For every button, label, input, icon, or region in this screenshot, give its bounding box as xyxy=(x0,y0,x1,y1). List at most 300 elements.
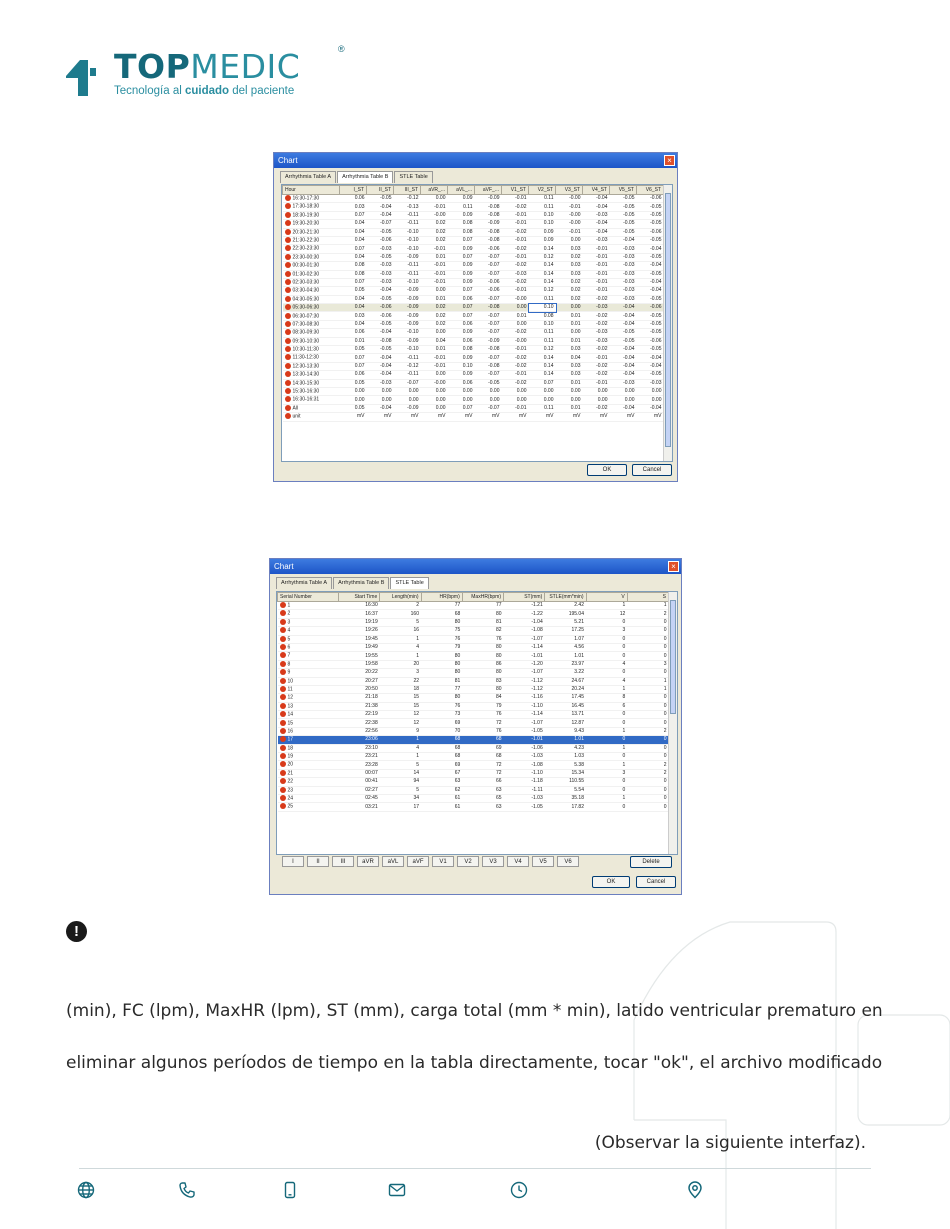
table-cell[interactable] xyxy=(367,295,394,303)
row-label-cell[interactable] xyxy=(283,362,340,370)
table-cell[interactable] xyxy=(556,278,583,286)
table-cell[interactable] xyxy=(586,660,627,668)
lead-v5-button[interactable]: V5 xyxy=(532,856,554,867)
row-label-cell[interactable] xyxy=(283,413,340,421)
table-cell[interactable] xyxy=(586,627,627,635)
table-cell[interactable] xyxy=(502,404,529,412)
table-cell[interactable] xyxy=(421,287,448,295)
table-cell[interactable] xyxy=(448,295,475,303)
table-cell[interactable] xyxy=(421,736,462,744)
column-header[interactable]: S xyxy=(627,593,668,602)
table-cell[interactable] xyxy=(462,794,503,802)
row-label-cell[interactable] xyxy=(278,736,339,744)
row-label-cell[interactable] xyxy=(283,387,340,395)
column-header[interactable]: V6_ST xyxy=(637,186,664,195)
table-cell[interactable] xyxy=(340,354,367,362)
table-cell[interactable] xyxy=(504,778,545,786)
table-cell[interactable] xyxy=(367,346,394,354)
table-cell[interactable] xyxy=(529,413,556,421)
table-cell[interactable] xyxy=(421,727,462,735)
table-cell[interactable] xyxy=(339,778,380,786)
table-cell[interactable] xyxy=(637,287,664,295)
table-cell[interactable] xyxy=(627,602,668,610)
table-row[interactable] xyxy=(278,769,669,777)
table-row[interactable] xyxy=(283,220,664,228)
table-row[interactable] xyxy=(283,195,664,203)
table-cell[interactable] xyxy=(545,786,586,794)
table-cell[interactable] xyxy=(340,413,367,421)
table-cell[interactable] xyxy=(504,702,545,710)
row-label-cell[interactable] xyxy=(278,602,339,610)
table-cell[interactable] xyxy=(610,404,637,412)
table-cell[interactable] xyxy=(380,694,421,702)
table-cell[interactable] xyxy=(462,803,503,811)
table-cell[interactable] xyxy=(340,295,367,303)
table-cell[interactable] xyxy=(583,195,610,203)
close-icon[interactable]: × xyxy=(664,155,675,166)
table-cell[interactable] xyxy=(462,669,503,677)
table-cell[interactable] xyxy=(421,803,462,811)
table-cell[interactable] xyxy=(421,602,462,610)
table-cell[interactable] xyxy=(637,396,664,404)
scrollbar-thumb[interactable] xyxy=(665,193,671,447)
row-label-cell[interactable] xyxy=(283,211,340,219)
row-label-cell[interactable] xyxy=(283,236,340,244)
table-cell[interactable] xyxy=(421,253,448,261)
column-header[interactable]: V4_ST xyxy=(583,186,610,195)
table-cell[interactable] xyxy=(586,702,627,710)
table-cell[interactable] xyxy=(556,245,583,253)
table-cell[interactable] xyxy=(475,220,502,228)
table-cell[interactable] xyxy=(586,685,627,693)
table-cell[interactable] xyxy=(340,262,367,270)
table-cell[interactable] xyxy=(421,618,462,626)
row-label-cell[interactable] xyxy=(283,195,340,203)
table-cell[interactable] xyxy=(529,312,556,320)
cancel-button[interactable]: Cancel xyxy=(636,876,676,888)
table-cell[interactable] xyxy=(339,677,380,685)
table-cell[interactable] xyxy=(610,295,637,303)
row-label-cell[interactable] xyxy=(283,262,340,270)
table-cell[interactable] xyxy=(504,711,545,719)
table-cell[interactable] xyxy=(448,211,475,219)
table-cell[interactable] xyxy=(637,320,664,328)
table-cell[interactable] xyxy=(340,346,367,354)
table-cell[interactable] xyxy=(586,761,627,769)
table-row[interactable] xyxy=(278,794,669,802)
stle-table-grid[interactable] xyxy=(276,591,678,855)
table-cell[interactable] xyxy=(340,396,367,404)
table-cell[interactable] xyxy=(340,211,367,219)
table-cell[interactable] xyxy=(339,702,380,710)
table-cell[interactable] xyxy=(504,610,545,618)
table-cell[interactable] xyxy=(421,711,462,719)
row-label-cell[interactable] xyxy=(278,643,339,651)
table-cell[interactable] xyxy=(380,635,421,643)
table-cell[interactable] xyxy=(586,794,627,802)
table-cell[interactable] xyxy=(637,329,664,337)
table-cell[interactable] xyxy=(340,278,367,286)
row-label-cell[interactable] xyxy=(283,278,340,286)
table-cell[interactable] xyxy=(586,618,627,626)
table-cell[interactable] xyxy=(529,203,556,211)
table-cell[interactable] xyxy=(545,794,586,802)
table-cell[interactable] xyxy=(637,262,664,270)
row-label-cell[interactable] xyxy=(283,295,340,303)
table-cell[interactable] xyxy=(421,652,462,660)
table-cell[interactable] xyxy=(421,744,462,752)
column-header[interactable]: STLE(mm*min) xyxy=(545,593,586,602)
table-cell[interactable] xyxy=(610,387,637,395)
table-cell[interactable] xyxy=(610,396,637,404)
row-label-cell[interactable] xyxy=(283,270,340,278)
table-cell[interactable] xyxy=(421,794,462,802)
lead-iii-button[interactable]: III xyxy=(332,856,354,867)
table-cell[interactable] xyxy=(394,387,421,395)
table-cell[interactable] xyxy=(448,262,475,270)
table-cell[interactable] xyxy=(545,643,586,651)
table-cell[interactable] xyxy=(556,287,583,295)
table-cell[interactable] xyxy=(502,270,529,278)
table-cell[interactable] xyxy=(421,362,448,370)
table-cell[interactable] xyxy=(627,677,668,685)
row-label-cell[interactable] xyxy=(283,396,340,404)
table-cell[interactable] xyxy=(380,652,421,660)
row-label-cell[interactable] xyxy=(278,778,339,786)
table-cell[interactable] xyxy=(502,362,529,370)
table-cell[interactable] xyxy=(339,694,380,702)
table-cell[interactable] xyxy=(529,295,556,303)
table-cell[interactable] xyxy=(637,354,664,362)
table-cell[interactable] xyxy=(421,413,448,421)
table-cell[interactable] xyxy=(627,652,668,660)
table-cell[interactable] xyxy=(367,337,394,345)
table-cell[interactable] xyxy=(556,211,583,219)
table-cell[interactable] xyxy=(462,744,503,752)
table-cell[interactable] xyxy=(586,753,627,761)
table-cell[interactable] xyxy=(637,211,664,219)
table-cell[interactable] xyxy=(421,371,448,379)
table-cell[interactable] xyxy=(448,220,475,228)
table-row[interactable] xyxy=(278,786,669,794)
column-header[interactable]: Length(min) xyxy=(380,593,421,602)
table-cell[interactable] xyxy=(545,635,586,643)
table-cell[interactable] xyxy=(462,694,503,702)
table-cell[interactable] xyxy=(475,278,502,286)
table-row[interactable] xyxy=(283,236,664,244)
table-cell[interactable] xyxy=(421,312,448,320)
column-header[interactable]: II_ST xyxy=(367,186,394,195)
table-cell[interactable] xyxy=(502,236,529,244)
table-cell[interactable] xyxy=(610,220,637,228)
table-cell[interactable] xyxy=(394,413,421,421)
table-cell[interactable] xyxy=(586,778,627,786)
table-cell[interactable] xyxy=(380,769,421,777)
table-cell[interactable] xyxy=(583,346,610,354)
table-cell[interactable] xyxy=(394,371,421,379)
table-cell[interactable] xyxy=(421,320,448,328)
table-cell[interactable] xyxy=(583,278,610,286)
table-cell[interactable] xyxy=(380,719,421,727)
table-cell[interactable] xyxy=(340,228,367,236)
table-cell[interactable] xyxy=(610,329,637,337)
table-cell[interactable] xyxy=(583,220,610,228)
table-cell[interactable] xyxy=(380,736,421,744)
column-header[interactable]: III_ST xyxy=(394,186,421,195)
row-label-cell[interactable] xyxy=(278,685,339,693)
table-cell[interactable] xyxy=(504,669,545,677)
table-cell[interactable] xyxy=(448,253,475,261)
table-cell[interactable] xyxy=(637,253,664,261)
table-cell[interactable] xyxy=(556,320,583,328)
table-cell[interactable] xyxy=(610,371,637,379)
table-cell[interactable] xyxy=(583,270,610,278)
table-cell[interactable] xyxy=(504,602,545,610)
table-row[interactable] xyxy=(278,660,669,668)
tab-arrhythmia-table-a[interactable]: Arrhythmia Table A xyxy=(276,577,332,589)
table-cell[interactable] xyxy=(556,270,583,278)
table-cell[interactable] xyxy=(583,295,610,303)
table-cell[interactable] xyxy=(367,220,394,228)
table-cell[interactable] xyxy=(462,702,503,710)
table-cell[interactable] xyxy=(610,278,637,286)
table-cell[interactable] xyxy=(421,270,448,278)
table-cell[interactable] xyxy=(583,404,610,412)
table-cell[interactable] xyxy=(545,711,586,719)
table-row[interactable] xyxy=(283,396,664,404)
table-cell[interactable] xyxy=(637,387,664,395)
table-cell[interactable] xyxy=(586,669,627,677)
row-label-cell[interactable] xyxy=(278,652,339,660)
table-cell[interactable] xyxy=(583,236,610,244)
table-cell[interactable] xyxy=(340,404,367,412)
table-cell[interactable] xyxy=(380,677,421,685)
table-cell[interactable] xyxy=(610,413,637,421)
table-cell[interactable] xyxy=(586,719,627,727)
table-cell[interactable] xyxy=(421,304,448,312)
table-cell[interactable] xyxy=(586,694,627,702)
table-cell[interactable] xyxy=(339,685,380,693)
column-header[interactable]: Hour xyxy=(283,186,340,195)
table-cell[interactable] xyxy=(610,362,637,370)
table-row[interactable] xyxy=(278,761,669,769)
table-cell[interactable] xyxy=(556,312,583,320)
table-cell[interactable] xyxy=(545,627,586,635)
table-row[interactable] xyxy=(283,228,664,236)
row-label-cell[interactable] xyxy=(283,379,340,387)
table-cell[interactable] xyxy=(610,236,637,244)
table-cell[interactable] xyxy=(583,320,610,328)
table-cell[interactable] xyxy=(583,387,610,395)
tab-arrhythmia-table-a[interactable]: Arrhythmia Table A xyxy=(280,171,336,183)
table-row[interactable] xyxy=(278,719,669,727)
table-cell[interactable] xyxy=(340,245,367,253)
table-cell[interactable] xyxy=(504,794,545,802)
table-cell[interactable] xyxy=(502,337,529,345)
table-cell[interactable] xyxy=(367,253,394,261)
table-cell[interactable] xyxy=(421,769,462,777)
table-cell[interactable] xyxy=(380,627,421,635)
table-cell[interactable] xyxy=(394,220,421,228)
table-cell[interactable] xyxy=(586,643,627,651)
table-cell[interactable] xyxy=(529,228,556,236)
table-cell[interactable] xyxy=(421,610,462,618)
table-cell[interactable] xyxy=(367,320,394,328)
table-cell[interactable] xyxy=(339,769,380,777)
table-cell[interactable] xyxy=(627,736,668,744)
table-cell[interactable] xyxy=(421,203,448,211)
table-row[interactable] xyxy=(278,778,669,786)
table-row[interactable] xyxy=(283,270,664,278)
table-cell[interactable] xyxy=(367,236,394,244)
table-cell[interactable] xyxy=(339,794,380,802)
row-label-cell[interactable] xyxy=(278,753,339,761)
table-cell[interactable] xyxy=(637,203,664,211)
table-cell[interactable] xyxy=(583,211,610,219)
table-cell[interactable] xyxy=(367,387,394,395)
table-cell[interactable] xyxy=(462,643,503,651)
lead-avr-button[interactable]: aVR xyxy=(357,856,379,867)
table-cell[interactable] xyxy=(586,727,627,735)
table-cell[interactable] xyxy=(502,346,529,354)
table-cell[interactable] xyxy=(475,413,502,421)
table-row[interactable] xyxy=(278,618,669,626)
table-cell[interactable] xyxy=(421,245,448,253)
table-cell[interactable] xyxy=(610,304,637,312)
table-cell[interactable] xyxy=(394,287,421,295)
row-label-cell[interactable] xyxy=(283,245,340,253)
column-header[interactable]: V3_ST xyxy=(556,186,583,195)
table-cell[interactable] xyxy=(394,329,421,337)
table-cell[interactable] xyxy=(421,211,448,219)
row-label-cell[interactable] xyxy=(283,253,340,261)
table-cell[interactable] xyxy=(339,602,380,610)
table-cell[interactable] xyxy=(529,304,556,312)
table-cell[interactable] xyxy=(529,211,556,219)
row-label-cell[interactable] xyxy=(283,337,340,345)
table-cell[interactable] xyxy=(367,245,394,253)
table-cell[interactable] xyxy=(394,236,421,244)
table-cell[interactable] xyxy=(448,379,475,387)
table-cell[interactable] xyxy=(339,610,380,618)
table-cell[interactable] xyxy=(529,404,556,412)
table-cell[interactable] xyxy=(583,337,610,345)
table-cell[interactable] xyxy=(367,362,394,370)
table-cell[interactable] xyxy=(475,236,502,244)
table-cell[interactable] xyxy=(502,203,529,211)
row-label-cell[interactable] xyxy=(278,702,339,710)
table-cell[interactable] xyxy=(556,404,583,412)
table-cell[interactable] xyxy=(421,719,462,727)
table-cell[interactable] xyxy=(475,304,502,312)
table-cell[interactable] xyxy=(340,387,367,395)
ok-button[interactable]: OK xyxy=(592,876,630,888)
lead-v1-button[interactable]: V1 xyxy=(432,856,454,867)
table-cell[interactable] xyxy=(475,203,502,211)
table-cell[interactable] xyxy=(504,685,545,693)
table-cell[interactable] xyxy=(339,803,380,811)
row-label-cell[interactable] xyxy=(278,618,339,626)
table-row[interactable] xyxy=(278,627,669,635)
table-cell[interactable] xyxy=(421,354,448,362)
table-cell[interactable] xyxy=(610,262,637,270)
table-cell[interactable] xyxy=(529,362,556,370)
table-cell[interactable] xyxy=(627,618,668,626)
table-cell[interactable] xyxy=(545,736,586,744)
row-label-cell[interactable] xyxy=(283,304,340,312)
row-label-cell[interactable] xyxy=(278,627,339,635)
table-row[interactable] xyxy=(283,337,664,345)
table-cell[interactable] xyxy=(448,236,475,244)
table-cell[interactable] xyxy=(340,320,367,328)
table-cell[interactable] xyxy=(627,719,668,727)
table-cell[interactable] xyxy=(627,786,668,794)
table-cell[interactable] xyxy=(462,618,503,626)
table-cell[interactable] xyxy=(448,362,475,370)
table-cell[interactable] xyxy=(380,602,421,610)
table-cell[interactable] xyxy=(340,220,367,228)
table-cell[interactable] xyxy=(367,396,394,404)
table-cell[interactable] xyxy=(627,794,668,802)
table-cell[interactable] xyxy=(367,228,394,236)
table-cell[interactable] xyxy=(339,618,380,626)
table-cell[interactable] xyxy=(367,304,394,312)
row-label-cell[interactable] xyxy=(278,669,339,677)
column-header[interactable]: ST(mm) xyxy=(504,593,545,602)
table-cell[interactable] xyxy=(529,354,556,362)
table-row[interactable] xyxy=(278,753,669,761)
table-cell[interactable] xyxy=(610,337,637,345)
table-cell[interactable] xyxy=(475,195,502,203)
table-cell[interactable] xyxy=(545,753,586,761)
table-cell[interactable] xyxy=(462,660,503,668)
table-cell[interactable] xyxy=(340,253,367,261)
table-cell[interactable] xyxy=(421,627,462,635)
table-cell[interactable] xyxy=(586,786,627,794)
table-cell[interactable] xyxy=(380,794,421,802)
table-cell[interactable] xyxy=(627,694,668,702)
table-row[interactable] xyxy=(278,727,669,735)
lead-i-button[interactable]: I xyxy=(282,856,304,867)
table-cell[interactable] xyxy=(421,660,462,668)
table-cell[interactable] xyxy=(421,404,448,412)
table-cell[interactable] xyxy=(583,312,610,320)
table-cell[interactable] xyxy=(340,312,367,320)
table-cell[interactable] xyxy=(394,354,421,362)
vertical-scrollbar[interactable] xyxy=(663,185,672,461)
column-header[interactable]: V xyxy=(586,593,627,602)
table-cell[interactable] xyxy=(394,337,421,345)
table-cell[interactable] xyxy=(504,660,545,668)
table-cell[interactable] xyxy=(380,778,421,786)
table-row[interactable] xyxy=(278,635,669,643)
table-cell[interactable] xyxy=(421,329,448,337)
lead-avl-button[interactable]: aVL xyxy=(382,856,404,867)
table-cell[interactable] xyxy=(529,253,556,261)
table-cell[interactable] xyxy=(627,803,668,811)
table-cell[interactable] xyxy=(421,228,448,236)
table-cell[interactable] xyxy=(394,228,421,236)
table-cell[interactable] xyxy=(556,262,583,270)
column-header[interactable]: I_ST xyxy=(340,186,367,195)
table-cell[interactable] xyxy=(583,354,610,362)
table-row[interactable] xyxy=(278,669,669,677)
table-cell[interactable] xyxy=(545,610,586,618)
table-cell[interactable] xyxy=(504,769,545,777)
table-cell[interactable] xyxy=(394,320,421,328)
table-cell[interactable] xyxy=(380,786,421,794)
table-cell[interactable] xyxy=(586,602,627,610)
